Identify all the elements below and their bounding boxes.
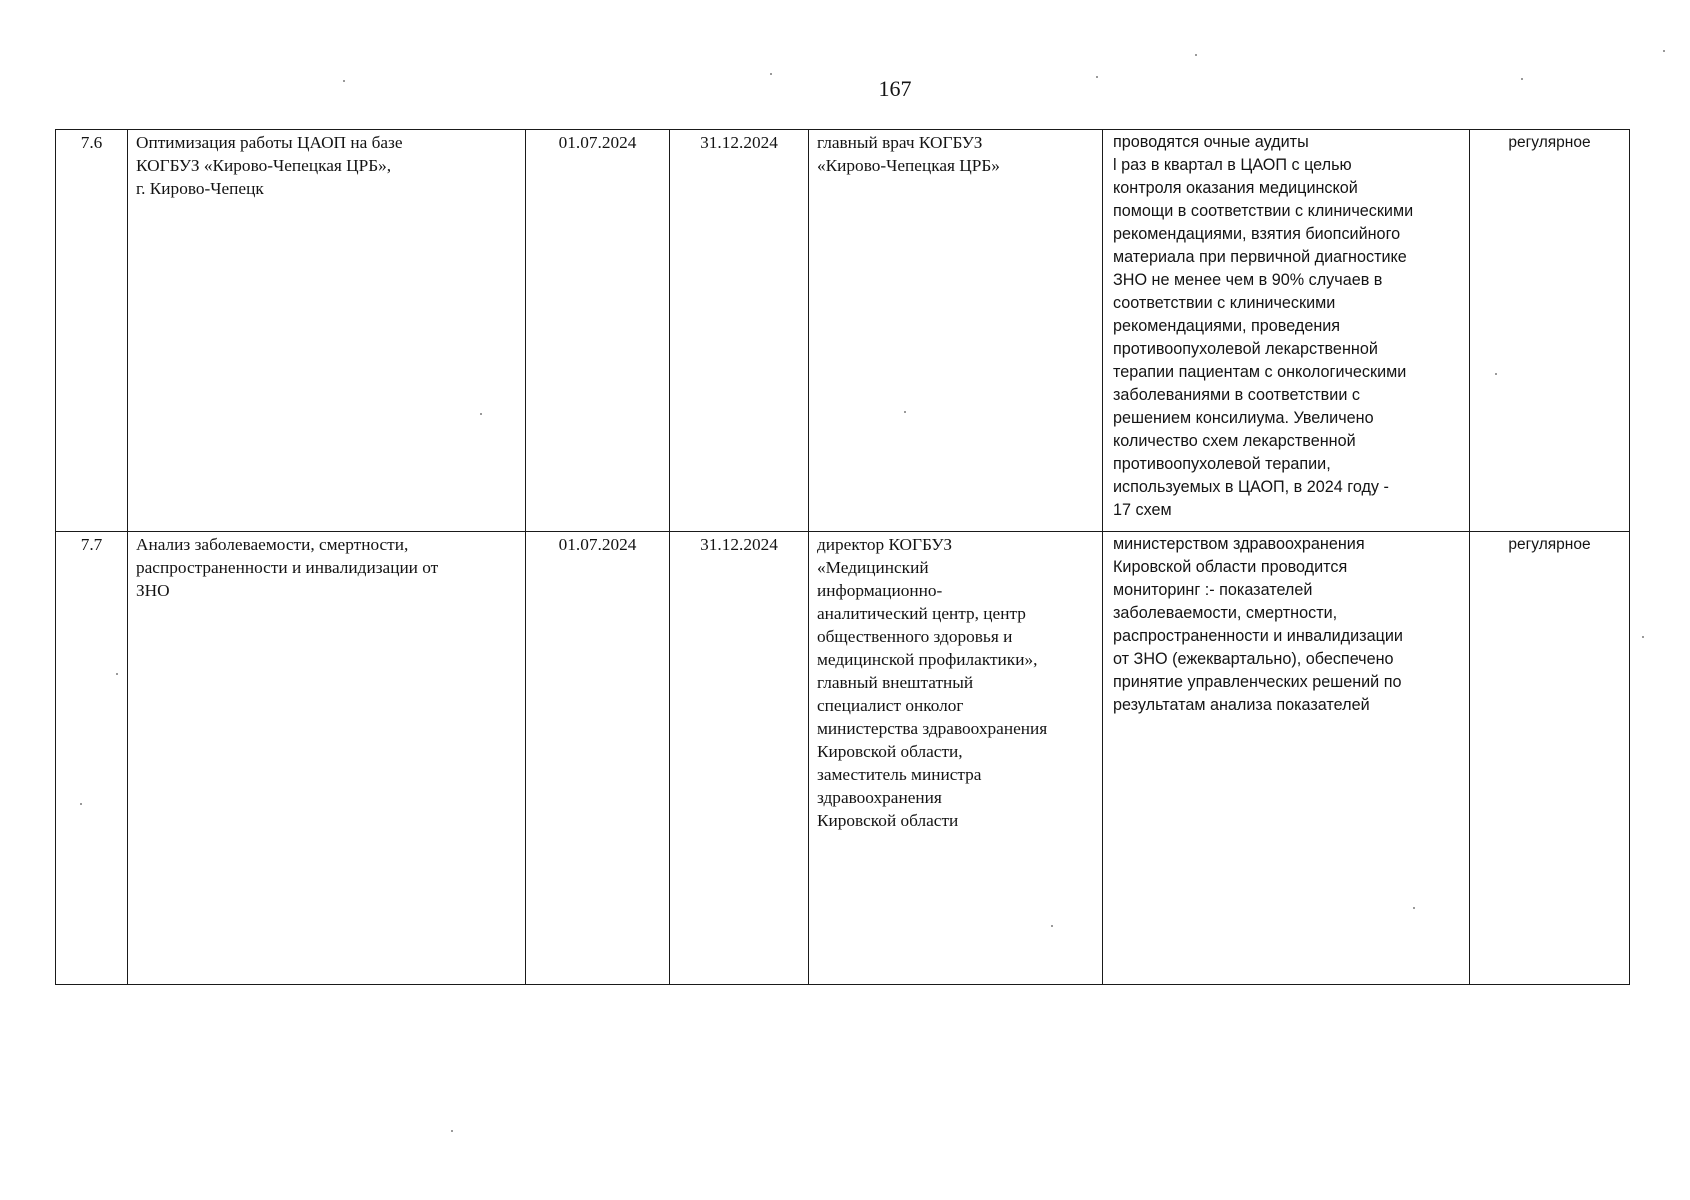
responsible-line: Кировской области <box>817 811 959 830</box>
result-line: мониторинг :- показателей <box>1113 581 1313 599</box>
page-number: 167 <box>878 76 912 101</box>
result-line: проводятся очные аудиты <box>1113 133 1309 151</box>
responsible-cell <box>809 130 1103 532</box>
scan-speck <box>1642 636 1644 638</box>
scan-speck <box>343 80 345 82</box>
task-line: г. Кирово-Чепецк <box>136 179 264 198</box>
responsible-line: общественного здоровья и <box>817 627 1013 646</box>
result-line: принятие управленческих решений по <box>1113 673 1402 691</box>
responsible-line: здравоохранения <box>817 788 942 807</box>
result-line: противоопухолевой терапии, <box>1113 455 1331 473</box>
result-line: ЗНО не менее чем в 90% случаев в <box>1113 271 1383 289</box>
responsible-line: министерства здравоохранения <box>817 719 1048 738</box>
task-line: распространенности и инвалидизации от <box>136 558 439 577</box>
row-number: 7.7 <box>56 532 128 985</box>
scan-speck <box>770 73 772 75</box>
result-line: количество схем лекарственной <box>1113 432 1356 450</box>
responsible-line: специалист онколог <box>817 696 964 715</box>
result-line: соответствии с клиническими <box>1113 294 1336 312</box>
task-cell <box>128 532 526 985</box>
responsible-line: заместитель министра <box>817 765 982 784</box>
scan-speck <box>904 411 906 413</box>
result-line: терапии пациентам с онкологическими <box>1113 363 1407 381</box>
result-cell <box>1103 130 1470 532</box>
row-number: 7.6 <box>56 130 128 532</box>
scan-speck <box>480 413 482 415</box>
responsible-line: главный внештатный <box>817 673 974 692</box>
scan-speck <box>1663 50 1665 52</box>
result-cell <box>1103 532 1470 985</box>
scan-speck <box>1495 373 1497 375</box>
responsible-line: медицинской профилактики», <box>817 650 1038 669</box>
responsible-line: информационно- <box>817 581 943 600</box>
status-cell: регулярное <box>1470 532 1630 985</box>
result-line: решением консилиума. Увеличено <box>1113 409 1374 427</box>
result-line: от ЗНО (ежеквартально), обеспечено <box>1113 650 1394 668</box>
result-line: рекомендациями, взятия биопсийного <box>1113 225 1401 243</box>
responsible-line: аналитический центр, центр <box>817 604 1026 623</box>
result-line: Кировской области проводится <box>1113 558 1348 576</box>
end-date: 31.12.2024 <box>670 130 809 532</box>
responsible-line: «Кирово-Чепецкая ЦРБ» <box>817 156 1000 175</box>
result-line: распространенности и инвалидизации <box>1113 627 1403 645</box>
result-line: министерством здравоохранения <box>1113 535 1365 553</box>
scan-speck <box>1521 78 1523 80</box>
responsible-line: «Медицинский <box>817 558 929 577</box>
scan-speck <box>451 1130 453 1132</box>
scan-speck <box>1195 54 1197 56</box>
task-line: Анализ заболеваемости, смертности, <box>136 535 409 554</box>
responsible-cell <box>809 532 1103 985</box>
result-line: помощи в соответствии с клиническими <box>1113 202 1414 220</box>
scan-speck <box>1413 907 1415 909</box>
scan-speck <box>80 803 82 805</box>
table-row <box>56 532 1630 985</box>
scan-speck <box>1051 925 1053 927</box>
result-line: 17 схем <box>1113 501 1172 519</box>
task-line: ЗНО <box>136 581 170 600</box>
start-date: 01.07.2024 <box>526 532 670 985</box>
result-line: заболеваемости, смертности, <box>1113 604 1338 622</box>
result-line: противоопухолевой лекарственной <box>1113 340 1378 358</box>
task-cell <box>128 130 526 532</box>
result-line: материала при первичной диагностике <box>1113 248 1407 266</box>
table-row <box>56 130 1630 532</box>
task-line: КОГБУЗ «Кирово-Чепецкая ЦРБ», <box>136 156 392 175</box>
scan-speck <box>1096 76 1098 78</box>
result-line: рекомендациями, проведения <box>1113 317 1341 335</box>
scan-speck <box>116 673 118 675</box>
result-line: контроля оказания медицинской <box>1113 179 1358 197</box>
result-line: заболеваниями в соответствии с <box>1113 386 1360 404</box>
task-line: Оптимизация работы ЦАОП на базе <box>136 133 403 152</box>
end-date: 31.12.2024 <box>670 532 809 985</box>
responsible-line: Кировской области, <box>817 742 963 761</box>
responsible-line: директор КОГБУЗ <box>817 535 952 554</box>
start-date: 01.07.2024 <box>526 130 670 532</box>
result-line: результатам анализа показателей <box>1113 696 1370 714</box>
result-line: используемых в ЦАОП, в 2024 году - <box>1113 478 1389 496</box>
plan-table <box>55 129 1630 985</box>
result-line: l раз в квартал в ЦАОП с целью <box>1113 156 1352 174</box>
responsible-line: главный врач КОГБУЗ <box>817 133 983 152</box>
status-cell: регулярное <box>1470 130 1630 532</box>
